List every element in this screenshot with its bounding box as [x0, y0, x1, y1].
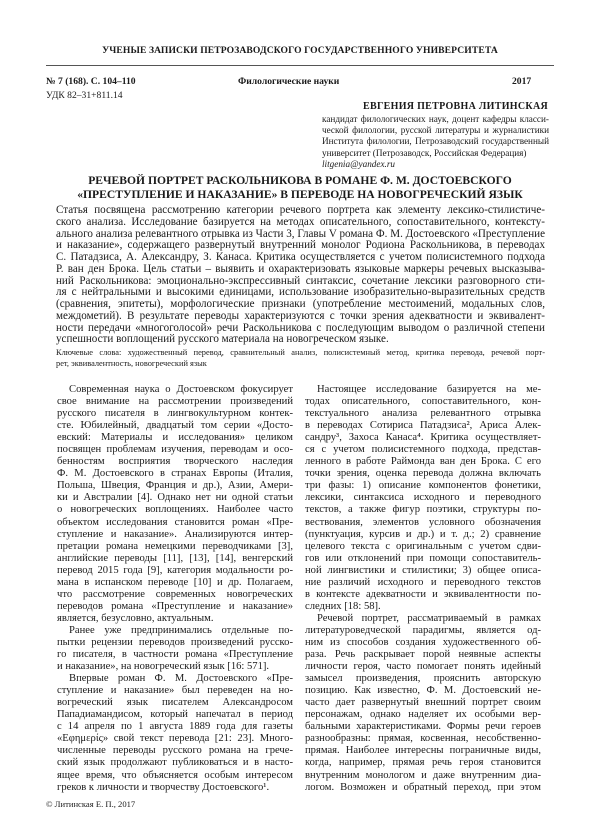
- text-line: вогреческий язык писателем Александросом: [57, 697, 293, 709]
- text-line: ального анализа релевантного отрывка из Части 3, Главы V романа Ф. М. Достоевского «Преступление: [56, 227, 545, 240]
- text-line: в переводах Сотириса Патадзиса², Ариса Алек-: [305, 420, 541, 432]
- issue-info: № 7 (168). С. 104–110: [46, 76, 136, 87]
- text-line: персонажам, однако наделяет их особыми вер-: [305, 709, 541, 721]
- text-line: ной лингвистики и стилистики; 3) общее описа-: [305, 564, 541, 576]
- text-line: русского писателя в лингвокультурном контек-: [57, 408, 293, 420]
- text-line: раза. Речь раскрывает порой неявные аспекты: [305, 649, 541, 661]
- text-line: Настоящее исследование базируется на ме-: [317, 384, 541, 395]
- text-line: ний Раскольникова: эмоционально-экспрессивный синтаксис, сочетание лексики разговорного сти-: [56, 274, 545, 287]
- body-column-left: [57, 384, 293, 794]
- text-line: замысел произведения, прояснить авторскую: [305, 673, 541, 685]
- text-line: текстуального анализа релевантного отрывка: [305, 408, 541, 420]
- text-line: мана в испанском переводе [10] и др. Полагаем,: [57, 576, 293, 588]
- text-line: сте. Юбилейный, двадцатый том серии «Досто-: [57, 420, 293, 432]
- text-line: Современная наука о Достоевском фокусирует: [69, 384, 293, 395]
- author-email-link[interactable]: litgenia@yandex.ru: [322, 158, 396, 169]
- text-line: ним из способов создания художественного об-: [305, 636, 541, 648]
- text-line: рет, эквивалентность, новогреческий язык: [56, 358, 207, 368]
- affiliation-line: университет (Петрозаводск, Российская Федерация): [322, 147, 527, 158]
- text-line: текстов, а также фигур поэтики, структуры по-: [305, 504, 541, 516]
- text-line: три фазы: 1) описание компонентов фонетики,: [305, 480, 541, 492]
- text-line: междометий). В результате переводы характеризуются с точки зрения адекватности и эквивалент-: [56, 309, 545, 322]
- text-line: вествования, элементов условного обозначения: [305, 516, 541, 528]
- article-title: [0, 174, 600, 202]
- paragraph: [56, 348, 545, 369]
- text-line: ленного в работе Раймонда ван ден Брока. С его: [305, 456, 541, 468]
- paragraph: [305, 613, 541, 794]
- text-line: часто дает развернутый внешний портрет своим: [305, 697, 541, 709]
- text-line: бальными характеристиками. Формы речи героев: [305, 721, 541, 733]
- text-line: Ранее уже предпринимались отдельные по-: [69, 624, 293, 636]
- text-line: Польша, Швеция, Франция и др.), Азии, Амери-: [57, 480, 293, 492]
- text-line: ского анализа. Исследование базируется на методах описательного, сопоставительного, контексту-: [56, 215, 545, 228]
- text-line: греков к личности и творчеству Достоевского¹.: [57, 781, 270, 793]
- text-line: целевого текста с оригинальным с учетом сдви-: [305, 540, 541, 552]
- text-line: сандру³, Захоса Канаса⁴. Критика осуществляет-: [305, 432, 541, 444]
- title-line: РЕЧЕВОЙ ПОРТРЕТ РАСКОЛЬНИКОВА В РОМАНЕ Ф. М. ДОСТОЕВСКОГО: [88, 174, 512, 187]
- text-line: и наказание», содержащего развернутый внутренний монолог Родиона Раскольникова, в переводах: [56, 239, 545, 252]
- text-line: (пунктуация, курсив и др.) и т. д.; 2) сравнение: [305, 528, 541, 540]
- text-line: свое внимание на рассмотрении произведений: [57, 396, 293, 408]
- text-line: Статья посвящена рассмотрению категории речевого портрета как элементу лексико-стилистиче-: [56, 204, 545, 216]
- text-line: и наказание», на новогреческий язык [16: 571].: [57, 661, 270, 673]
- text-line: объектом исследования становится роман «Пре-: [57, 516, 293, 528]
- abstract: [56, 205, 545, 346]
- paragraph: [57, 625, 293, 673]
- udk-code: УДК 82–31+811.14: [46, 90, 123, 101]
- text-line: позицию. Как известно, Ф. М. Достоевский не-: [305, 685, 541, 697]
- text-line: переводов романа «Преступление и наказание»: [57, 600, 293, 612]
- text-line: ступление и наказание» был переведен на но-: [57, 685, 293, 697]
- text-line: следних [18: 58].: [305, 600, 381, 612]
- text-line: когда, например, прямая речь героя становится: [305, 757, 541, 769]
- issue-year: 2017: [512, 76, 532, 87]
- text-line: о новогреческих воплощениях. Наиболее часто: [57, 504, 293, 516]
- text-line: гов или отклонений при помощи сопоставитель-: [305, 552, 541, 564]
- text-line: посвящен проблемам изучения, переводам и осо-: [57, 444, 293, 456]
- author-affiliation: [322, 114, 549, 170]
- body-column-right: [305, 384, 541, 794]
- text-line: литературоведческой парадигмы, является од-: [305, 624, 541, 636]
- title-line: «ПРЕСТУПЛЕНИЕ И НАКАЗАНИЕ» В ПЕРЕВОДЕ НА НОВОГРЕЧЕСКИЙ ЯЗЫК: [77, 188, 523, 201]
- text-line: пытки рецензии переводов произведений русско-: [57, 636, 293, 648]
- text-line: ки и Австралии [4]. Однако нет ни одной статьи: [57, 492, 293, 504]
- text-line: численные переводы русского романа на грече-: [57, 745, 293, 757]
- keywords: [56, 348, 545, 369]
- text-line: успешности воплощений русского материала на новогреческом языке.: [56, 333, 389, 346]
- text-line: логом. Возможен и обратный переход, при этом: [305, 781, 541, 793]
- text-line: что рассмотрение современных новогреческих: [57, 588, 293, 600]
- journal-name: УЧЕНЫЕ ЗАПИСКИ ПЕТРОЗАВОДСКОГО ГОСУДАРСТВЕННОГО УНИВЕРСИТЕТА: [102, 45, 498, 56]
- text-line: ступление и наказание». Анализируются интер-: [57, 528, 293, 540]
- text-line: Пападиамандисом, который напечатал в период: [57, 709, 293, 721]
- text-line: Впервые роман Ф. М. Достоевского «Пре-: [69, 673, 293, 685]
- affiliation-line: кандидат филологических наук, доцент кафедры класси-: [322, 114, 549, 124]
- text-line: претации романа немецкими переводчиками [3],: [57, 540, 293, 552]
- text-line: С. Патадзиса, А. Александру, З. Канаса. Критика осуществляется с учетом полисистемного подхода: [56, 251, 545, 263]
- copyright: © Литинская Е. П., 2017: [46, 799, 136, 809]
- text-line: ся с учетом полисистемного подхода, представ-: [305, 444, 541, 456]
- text-line: тодах описательного, сопоставительного, кон-: [305, 396, 541, 408]
- text-line: евский: Материалы и исследования» целиком: [57, 432, 293, 444]
- header-divider: [46, 65, 554, 66]
- text-line: разнообразны: прямая, косвенная, несобственно-: [305, 733, 541, 745]
- text-line: личности героя, часто помогает понять идейный: [305, 661, 541, 673]
- text-line: внутренним монологом и даже внутренним диа-: [305, 769, 541, 781]
- text-line: Речевой портрет, рассматриваемый в рамках: [317, 612, 541, 624]
- text-line: в контексте адекватности и эквивалентности по-: [305, 588, 541, 600]
- text-line: с 14 апреля по 1 августа 1889 года для газеты: [57, 721, 293, 733]
- text-line: ский язык продолжают публиковаться и в насто-: [57, 757, 293, 769]
- text-line: перевод 2015 года [9], категория модальности ро-: [57, 564, 293, 576]
- text-line: Р. ван ден Брока. Цель статьи – выявить и охарактеризовать языковые маркеры речевых высказыва-: [56, 262, 545, 275]
- paragraph: [57, 384, 293, 625]
- text-line: «Εφημερίς» свой текст перевода [21: 23]. Много-: [57, 733, 293, 745]
- text-line: (сравнения, эпитеты), морфологические признаки (употребление местоимений, модальных слов,: [56, 298, 545, 310]
- text-line: английские переводы [11], [13], [14], венгерский: [57, 552, 293, 564]
- text-line: лексики, синтаксиса исходного и переводного: [305, 492, 541, 504]
- text-line: Ф. М. Достоевского в странах Европы (Италия,: [57, 468, 293, 480]
- section-name: Филологические науки: [238, 76, 340, 87]
- text-line: прямая. Наиболее интересны пограничные виды,: [305, 745, 541, 757]
- text-line: точки зрения, оценка перевода должна включать: [305, 468, 541, 480]
- affiliation-line: ческой филологии, русской литературы и журналистики: [322, 125, 549, 136]
- text-line: бенностям восприятия творческого наследия: [57, 456, 293, 468]
- text-line: является, безусловно, актуальным.: [57, 612, 214, 624]
- author-name: ЕВГЕНИЯ ПЕТРОВНА ЛИТИНСКАЯ: [363, 101, 548, 112]
- text-line: ля с нейтральными и высокими единицами, использование изобразительно-выразительных средств: [56, 286, 545, 299]
- text-line: ние различий исходного и переводного текстов: [305, 576, 541, 588]
- paragraph: [57, 673, 293, 793]
- text-line: ящее время, что объясняется особым интересом: [57, 769, 293, 781]
- paragraph: [56, 205, 545, 346]
- paragraph: [305, 384, 541, 613]
- text-line: го писателя, в частности романа «Преступление: [57, 649, 293, 661]
- text-line: Ключевые слова: художественный перевод, сравнительный анализ, полисистемный метод, критика перевода, речевой порт-: [56, 348, 545, 357]
- text-line: ности передачи «многоголосой» речи Раскольникова с последующим выводом о различной степени: [56, 321, 545, 334]
- affiliation-line: Института филологии, Петрозаводский государственный: [322, 136, 549, 147]
